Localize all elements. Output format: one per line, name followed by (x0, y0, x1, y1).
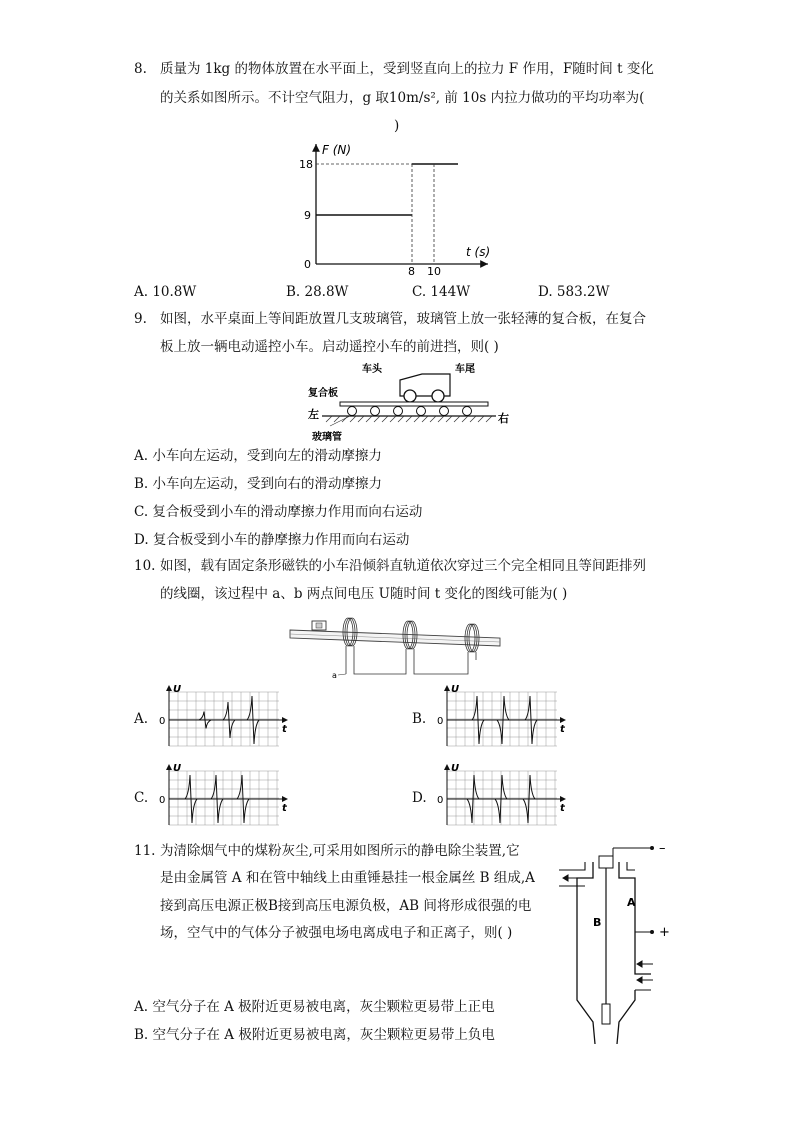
car-head-label: 车头 (362, 364, 382, 375)
t-axis-label: t (560, 803, 565, 814)
t-axis-label: t (282, 803, 287, 814)
plus-terminal: + (659, 925, 670, 940)
option-a-graph (155, 684, 300, 750)
board-label: 复合板 (308, 388, 338, 399)
composite-board (340, 402, 488, 406)
glass-tube (463, 407, 472, 416)
question-text: 质量为 1kg 的物体放置在水平面上，受到竖直向上的拉力 F 作用，F随时间 t 变化 (160, 61, 654, 77)
u-axis-label: U (173, 684, 182, 695)
option-b[interactable]: B. 28.8W (286, 284, 349, 300)
u-axis-label: U (451, 684, 460, 695)
glass-tube (417, 407, 426, 416)
question-text: 的关系如图所示。不计空气阻力，g 取10m/s², 前 10s 内拉力做功的平均功率为( (160, 90, 645, 106)
option-b[interactable]: B. (412, 711, 427, 727)
question-number: 9. (134, 311, 147, 327)
glass-tube (348, 407, 357, 416)
question-text: 是由金属管 A 和在管中轴线上由重锤悬挂一根金属丝 B 组成,A (160, 870, 535, 886)
electrostatic-precipitator-figure (555, 836, 670, 1046)
x-axis-label: t (s) (466, 245, 491, 259)
option-c[interactable]: C. (134, 790, 149, 806)
option-a[interactable]: A. 空气分子在 A 极附近更易被电离，灰尘颗粒更易带上正电 (134, 999, 495, 1015)
option-a[interactable]: A. 10.8W (134, 284, 197, 300)
tick-label: 18 (299, 158, 313, 171)
tick-label: 8 (408, 265, 415, 278)
coil-track-figure (288, 612, 513, 684)
option-b-graph (433, 684, 578, 750)
glass-tube (394, 407, 403, 416)
option-a[interactable]: A. (134, 711, 149, 727)
label-a: A (627, 896, 636, 909)
airflow-arrow (637, 961, 653, 983)
origin-label: 0 (159, 716, 166, 727)
question-text: 的线圈，该过程中 a、b 两点间电压 U随时间 t 变化的图线可能为( ) (160, 586, 568, 602)
option-d[interactable]: D. (412, 790, 427, 806)
option-c[interactable]: C. 复合板受到小车的滑动摩擦力作用而向右运动 (134, 504, 423, 520)
option-a[interactable]: A. 小车向左运动，受到向左的滑动摩擦力 (134, 448, 382, 464)
question-text: 场，空气中的气体分子被强电场电离成电子和正离子，则( ) (160, 925, 513, 941)
airflow-arrow (563, 875, 581, 881)
right-label: 右 (498, 412, 509, 425)
point-a-label: a (332, 671, 337, 680)
option-d[interactable]: D. 583.2W (538, 284, 610, 300)
question-text: 如图，载有固定条形磁铁的小车沿倾斜直轨道依次穿过三个完全相同且等间距排列 (160, 558, 646, 574)
label-b: B (593, 916, 602, 929)
tube-label: 玻璃管 (312, 432, 342, 442)
tick-label: 9 (304, 209, 311, 222)
option-b[interactable]: B. 小车向左运动，受到向右的滑动摩擦力 (134, 476, 383, 492)
minus-terminal: – (659, 841, 666, 856)
car-wheel (432, 390, 444, 402)
car-on-board-figure (300, 360, 510, 442)
pointer-line (330, 416, 350, 426)
glass-tube (440, 407, 449, 416)
t-axis-label: t (282, 724, 287, 735)
origin-label: 0 (304, 258, 311, 271)
force-time-graph (296, 138, 496, 278)
u-axis-label: U (451, 763, 460, 774)
glass-tube (371, 407, 380, 416)
question-number: 11. (134, 843, 156, 859)
question-number: 8. (134, 61, 147, 77)
t-axis-label: t (560, 724, 565, 735)
option-c[interactable]: C. 144W (412, 284, 471, 300)
coil-wiring (346, 646, 476, 674)
question-text: 接到高压电源正极B接到高压电源负极，AB 间将形成很强的电 (160, 898, 532, 914)
y-axis-label: F (N) (322, 143, 352, 157)
question-text: 为清除烟气中的煤粉灰尘,可采用如图所示的静电除尘装置,它 (160, 843, 520, 859)
option-d[interactable]: D. 复合板受到小车的静摩擦力作用而向右运动 (134, 532, 410, 548)
origin-label: 0 (437, 716, 444, 727)
origin-label: 0 (437, 795, 444, 806)
question-number: 10. (134, 558, 156, 574)
insulator (599, 856, 613, 868)
option-b[interactable]: B. 空气分子在 A 极附近更易被电离，灰尘颗粒更易带上负电 (134, 1027, 495, 1043)
car-tail-label: 车尾 (455, 364, 475, 375)
option-c-graph (155, 763, 300, 829)
origin-label: 0 (159, 795, 166, 806)
question-text: ) (394, 118, 400, 134)
weight (602, 1004, 610, 1024)
left-label: 左 (308, 408, 319, 421)
u-axis-label: U (173, 763, 182, 774)
metal-tube-a (577, 862, 651, 1044)
car-wheel (404, 390, 416, 402)
question-text: 板上放一辆电动遥控小车。启动遥控小车的前进挡，则( ) (160, 339, 499, 355)
option-d-graph (433, 763, 578, 829)
question-text: 如图，水平桌面上等间距放置几支玻璃管，玻璃管上放一张轻薄的复合板，在复合 (160, 311, 646, 327)
tick-label: 10 (427, 265, 441, 278)
table-hatching (326, 416, 492, 422)
